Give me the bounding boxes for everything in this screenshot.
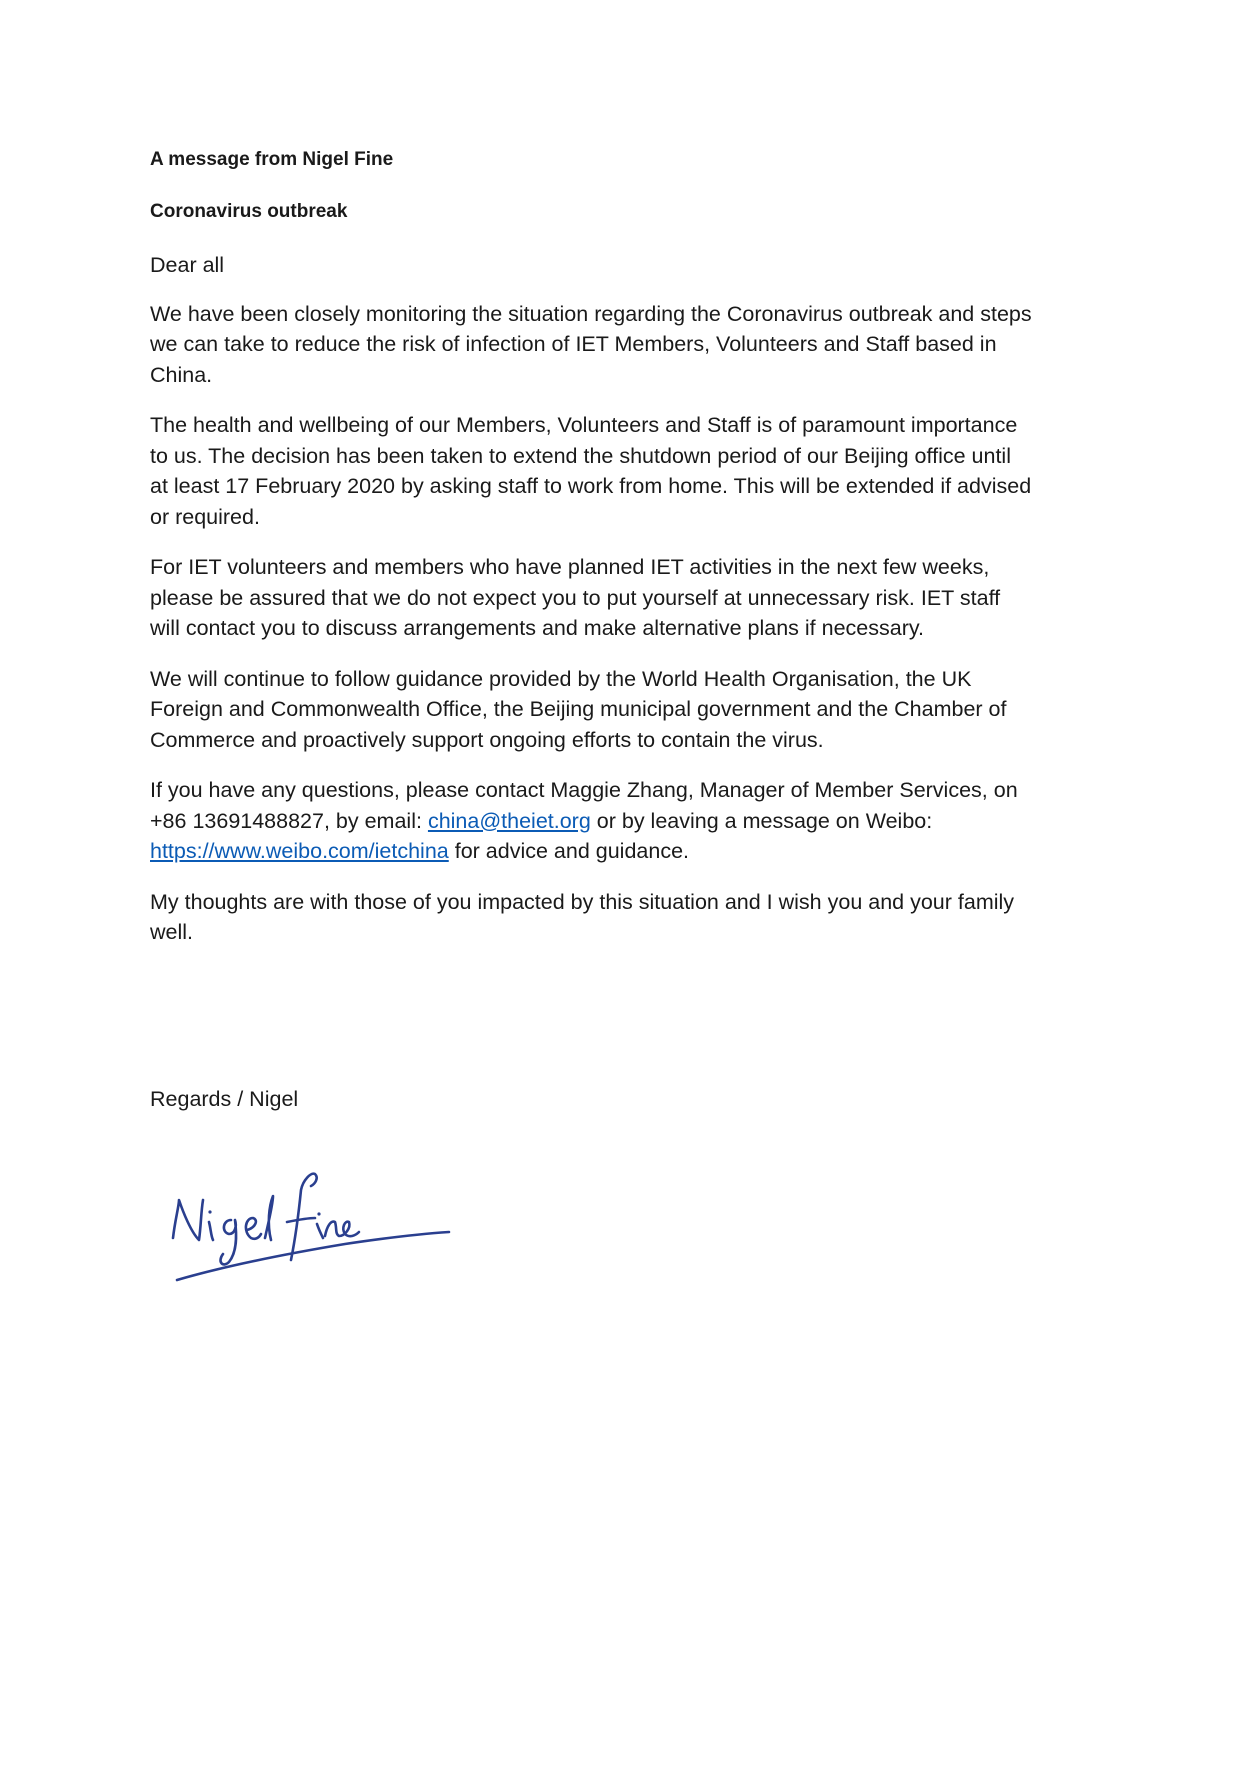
- paragraph-line: We will continue to follow guidance provided by the World Health Organisation, the UK: [150, 666, 972, 691]
- paragraph-line: We have been closely monitoring the situation regarding the Coronavirus outbreak and steps: [150, 301, 1032, 326]
- paragraph-line: please be assured that we do not expect you to put yourself at unnecessary risk. IET staff: [150, 585, 1001, 610]
- paragraph-line: For IET volunteers and members who have planned IET activities in the next few weeks,: [150, 555, 990, 579]
- paragraph-line: If you have any questions, please contact Maggie Zhang, Manager of Member Services, on: [150, 778, 1018, 802]
- closing: Regards / Nigel: [150, 1087, 299, 1111]
- weibo-link[interactable]: https://www.weibo.com/ietchina: [150, 839, 449, 863]
- paragraph-contact: [150, 775, 1100, 867]
- letter-title: A message from Nigel Fine: [150, 149, 394, 170]
- email-link[interactable]: china@theiet.org: [427, 808, 591, 833]
- paragraph-line: will contact you to discuss arrangements and make alternative plans if necessary.: [150, 616, 924, 640]
- paragraph-line: My thoughts are with those of you impacted by this situation and I wish you and your family: [150, 889, 1015, 914]
- paragraph-volunteers: [150, 552, 1100, 644]
- paragraph-line: The health and wellbeing of our Members, Volunteers and Staff is of paramount importance: [150, 413, 1018, 437]
- letter-subject: Coronavirus outbreak: [150, 201, 348, 222]
- paragraph-line: [150, 836, 1100, 867]
- handwritten-signature: [165, 1140, 455, 1290]
- paragraph-line: [150, 806, 1100, 837]
- paragraph-line: well.: [150, 920, 194, 944]
- contact-weibo-text: or by leaving a message on Weibo:: [590, 808, 933, 833]
- paragraph-line: Commerce and proactively support ongoing efforts to contain the virus.: [150, 727, 824, 752]
- paragraph-monitoring: [150, 299, 1100, 391]
- paragraph-guidance: [150, 664, 1100, 756]
- paragraph-line: we can take to reduce the risk of infection of IET Members, Volunteers and Staff based in: [150, 332, 997, 356]
- paragraph-line: China.: [150, 362, 213, 387]
- paragraph-line: to us. The decision has been taken to extend the shutdown period of our Beijing office until: [150, 443, 1011, 468]
- greeting: Dear all: [150, 253, 225, 277]
- paragraph-line: or required.: [150, 504, 260, 529]
- contact-phone-text: +86 13691488827, by email:: [150, 808, 428, 833]
- paragraph-wellbeing: [150, 410, 1100, 532]
- paragraph-line: at least 17 February 2020 by asking staff to work from home. This will be extended if advised: [150, 474, 1032, 498]
- paragraph-thoughts: [150, 887, 1100, 948]
- letter-body: [150, 148, 1100, 968]
- contact-closing-text: for advice and guidance.: [448, 839, 689, 863]
- paragraph-line: Foreign and Commonwealth Office, the Beijing municipal government and the Chamber of: [150, 697, 1007, 721]
